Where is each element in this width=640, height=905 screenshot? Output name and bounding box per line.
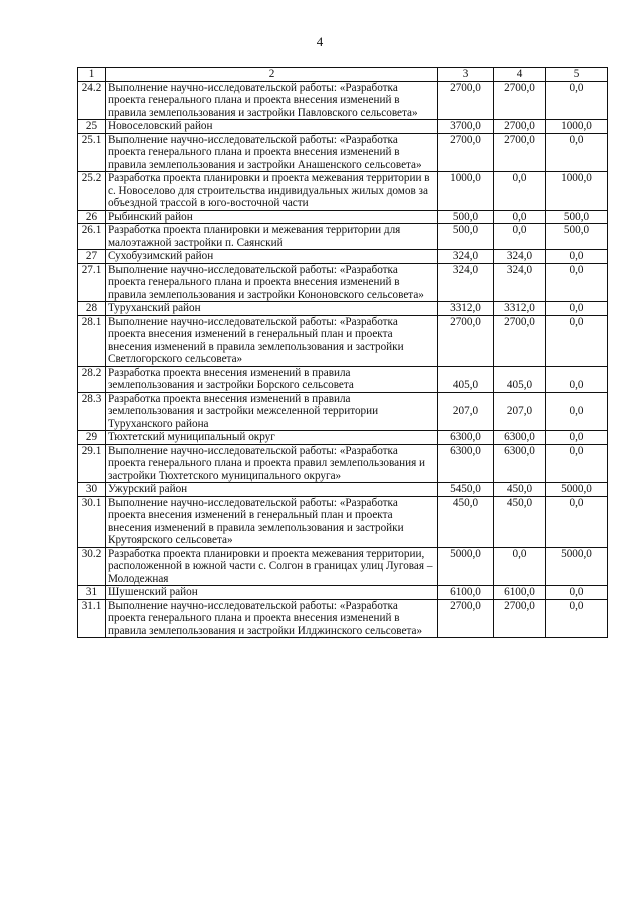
row-number-cell: 28 (78, 302, 106, 316)
amount-col5-cell: 0,0 (546, 302, 608, 316)
row-number-cell: 28.3 (78, 392, 106, 431)
row-description-cell: Выполнение научно-исследовательской работы: «Разработка проекта внесения изменений в генеральный план и проекта внесения изменений в правила землепользования и застройки Светлогорского сельсовета» (106, 315, 438, 366)
total-amount-cell: 2700,0 (438, 315, 494, 366)
row-number-cell: 30.1 (78, 496, 106, 547)
amount-col4-cell: 0,0 (494, 172, 546, 211)
header-cell: 3 (438, 68, 494, 82)
row-number-cell: 28.1 (78, 315, 106, 366)
total-amount-cell: 3700,0 (438, 120, 494, 134)
amount-col5-cell: 500,0 (546, 210, 608, 224)
row-description-cell: Разработка проекта планировки и межевания территории для малоэтажной застройки п. Саянский (106, 224, 438, 250)
row-number-cell: 27 (78, 250, 106, 264)
amount-col4-cell: 324,0 (494, 250, 546, 264)
total-amount-cell: 2700,0 (438, 599, 494, 638)
amount-col4-cell: 3312,0 (494, 302, 546, 316)
row-number-cell: 29.1 (78, 444, 106, 483)
table-header-row (78, 68, 608, 82)
row-number-cell: 25 (78, 120, 106, 134)
amount-col5-cell: 0,0 (546, 250, 608, 264)
total-amount-cell: 5000,0 (438, 547, 494, 586)
row-number-cell: 25.1 (78, 133, 106, 172)
amount-col5-cell: 1000,0 (546, 172, 608, 211)
amount-col5-cell: 0,0 (546, 599, 608, 638)
total-amount-cell: 324,0 (438, 263, 494, 302)
total-amount-cell: 6100,0 (438, 586, 494, 600)
total-amount-cell: 5450,0 (438, 483, 494, 497)
row-description-cell: Выполнение научно-исследовательской работы: «Разработка проекта генерального плана и проекта внесения изменений в правила землепользования и застройки Кононовского сельсовета» (106, 263, 438, 302)
amount-col5-cell: 0,0 (546, 496, 608, 547)
row-description-cell: Выполнение научно-исследовательской работы: «Разработка проекта генерального плана и проекта внесения изменений в правила землепользования и застройки Анашенского сельсовета» (106, 133, 438, 172)
row-number-cell: 29 (78, 431, 106, 445)
row-description-cell: Сухобузимский район (106, 250, 438, 264)
amount-col4-cell: 0,0 (494, 224, 546, 250)
row-description-cell: Рыбинский район (106, 210, 438, 224)
amount-col4-cell: 2700,0 (494, 599, 546, 638)
amount-col4-cell: 2700,0 (494, 81, 546, 120)
amount-col5-cell: 0,0 (546, 586, 608, 600)
table-row (78, 496, 608, 547)
total-amount-cell: 1000,0 (438, 172, 494, 211)
amount-col4-cell: 0,0 (494, 210, 546, 224)
row-number-cell: 28.2 (78, 366, 106, 392)
table-row (78, 392, 608, 431)
amount-col4-cell: 0,0 (494, 547, 546, 586)
row-description-cell: Выполнение научно-исследовательской работы: «Разработка проекта генерального плана и проекта внесения изменений в правила землепользования и застройки Илджинского сельсовета» (106, 599, 438, 638)
row-number-cell: 30 (78, 483, 106, 497)
total-amount-cell: 405,0 (438, 366, 494, 392)
district-row (78, 250, 608, 264)
total-amount-cell: 450,0 (438, 496, 494, 547)
row-number-cell: 31.1 (78, 599, 106, 638)
amount-col4-cell: 2700,0 (494, 120, 546, 134)
table-row (78, 133, 608, 172)
total-amount-cell: 207,0 (438, 392, 494, 431)
amount-col4-cell: 324,0 (494, 263, 546, 302)
table-row (78, 366, 608, 392)
total-amount-cell: 2700,0 (438, 81, 494, 120)
row-description-cell: Разработка проекта планировки и проекта межевания территории в с. Новоселово для строительства индивидуальных жилых домов за объездной трассой в юго-восточной части (106, 172, 438, 211)
amount-col5-cell: 5000,0 (546, 483, 608, 497)
total-amount-cell: 2700,0 (438, 133, 494, 172)
table-row (78, 315, 608, 366)
row-number-cell: 30.2 (78, 547, 106, 586)
total-amount-cell: 6300,0 (438, 444, 494, 483)
table-row (78, 263, 608, 302)
amount-col5-cell: 5000,0 (546, 547, 608, 586)
row-description-cell: Разработка проекта внесения изменений в правила землепользования и застройки Борского сельсовета (106, 366, 438, 392)
district-row (78, 431, 608, 445)
row-description-cell: Туруханский район (106, 302, 438, 316)
amount-col4-cell: 2700,0 (494, 315, 546, 366)
amount-col4-cell: 450,0 (494, 483, 546, 497)
row-number-cell: 26 (78, 210, 106, 224)
table-row (78, 172, 608, 211)
table-row (78, 599, 608, 638)
row-number-cell: 31 (78, 586, 106, 600)
amount-col5-cell: 0,0 (546, 431, 608, 445)
district-row (78, 120, 608, 134)
row-number-cell: 24.2 (78, 81, 106, 120)
amount-col5-cell: 0,0 (546, 392, 608, 431)
amount-col4-cell: 2700,0 (494, 133, 546, 172)
total-amount-cell: 6300,0 (438, 431, 494, 445)
row-number-cell: 25.2 (78, 172, 106, 211)
district-row (78, 302, 608, 316)
row-description-cell: Новоселовский район (106, 120, 438, 134)
total-amount-cell: 3312,0 (438, 302, 494, 316)
table-row (78, 81, 608, 120)
page-number: 4 (316, 34, 324, 49)
row-description-cell: Разработка проекта планировки и проекта межевания территории, расположенной в южной части с. Солгон в границах улиц Луговая – Молодежная (106, 547, 438, 586)
header-cell: 2 (106, 68, 438, 82)
row-description-cell: Выполнение научно-исследовательской работы: «Разработка проекта генерального плана и проекта внесения изменений в правила землепользования и застройки Павловского сельсовета» (106, 81, 438, 120)
total-amount-cell: 500,0 (438, 224, 494, 250)
amount-col4-cell: 6300,0 (494, 431, 546, 445)
district-row (78, 586, 608, 600)
header-cell: 4 (494, 68, 546, 82)
total-amount-cell: 324,0 (438, 250, 494, 264)
table-row (78, 224, 608, 250)
amount-col5-cell: 1000,0 (546, 120, 608, 134)
row-number-cell: 27.1 (78, 263, 106, 302)
district-row (78, 210, 608, 224)
row-number-cell: 26.1 (78, 224, 106, 250)
table-row (78, 547, 608, 586)
district-row (78, 483, 608, 497)
amount-col4-cell: 6100,0 (494, 586, 546, 600)
budget-table (77, 67, 608, 638)
amount-col5-cell: 0,0 (546, 444, 608, 483)
row-description-cell: Выполнение научно-исследовательской работы: «Разработка проекта внесения изменений в генеральный план и проекта внесения изменений в правила землепользования и застройки Крутоярского сельсовета» (106, 496, 438, 547)
total-amount-cell: 500,0 (438, 210, 494, 224)
row-description-cell: Выполнение научно-исследовательской работы: «Разработка проекта генерального плана и проекта правил землепользования и застройки Тюхтетского муниципального округа» (106, 444, 438, 483)
row-description-cell: Ужурский район (106, 483, 438, 497)
amount-col5-cell: 0,0 (546, 366, 608, 392)
header-cell: 5 (546, 68, 608, 82)
amount-col5-cell: 0,0 (546, 315, 608, 366)
amount-col4-cell: 6300,0 (494, 444, 546, 483)
amount-col4-cell: 405,0 (494, 366, 546, 392)
header-cell: 1 (78, 68, 106, 82)
amount-col5-cell: 0,0 (546, 133, 608, 172)
amount-col4-cell: 450,0 (494, 496, 546, 547)
row-description-cell: Шушенский район (106, 586, 438, 600)
amount-col5-cell: 500,0 (546, 224, 608, 250)
amount-col5-cell: 0,0 (546, 263, 608, 302)
amount-col4-cell: 207,0 (494, 392, 546, 431)
amount-col5-cell: 0,0 (546, 81, 608, 120)
table-row (78, 444, 608, 483)
row-description-cell: Разработка проекта внесения изменений в правила землепользования и застройки межселенной территории Туруханского района (106, 392, 438, 431)
row-description-cell: Тюхтетский муниципальный округ (106, 431, 438, 445)
